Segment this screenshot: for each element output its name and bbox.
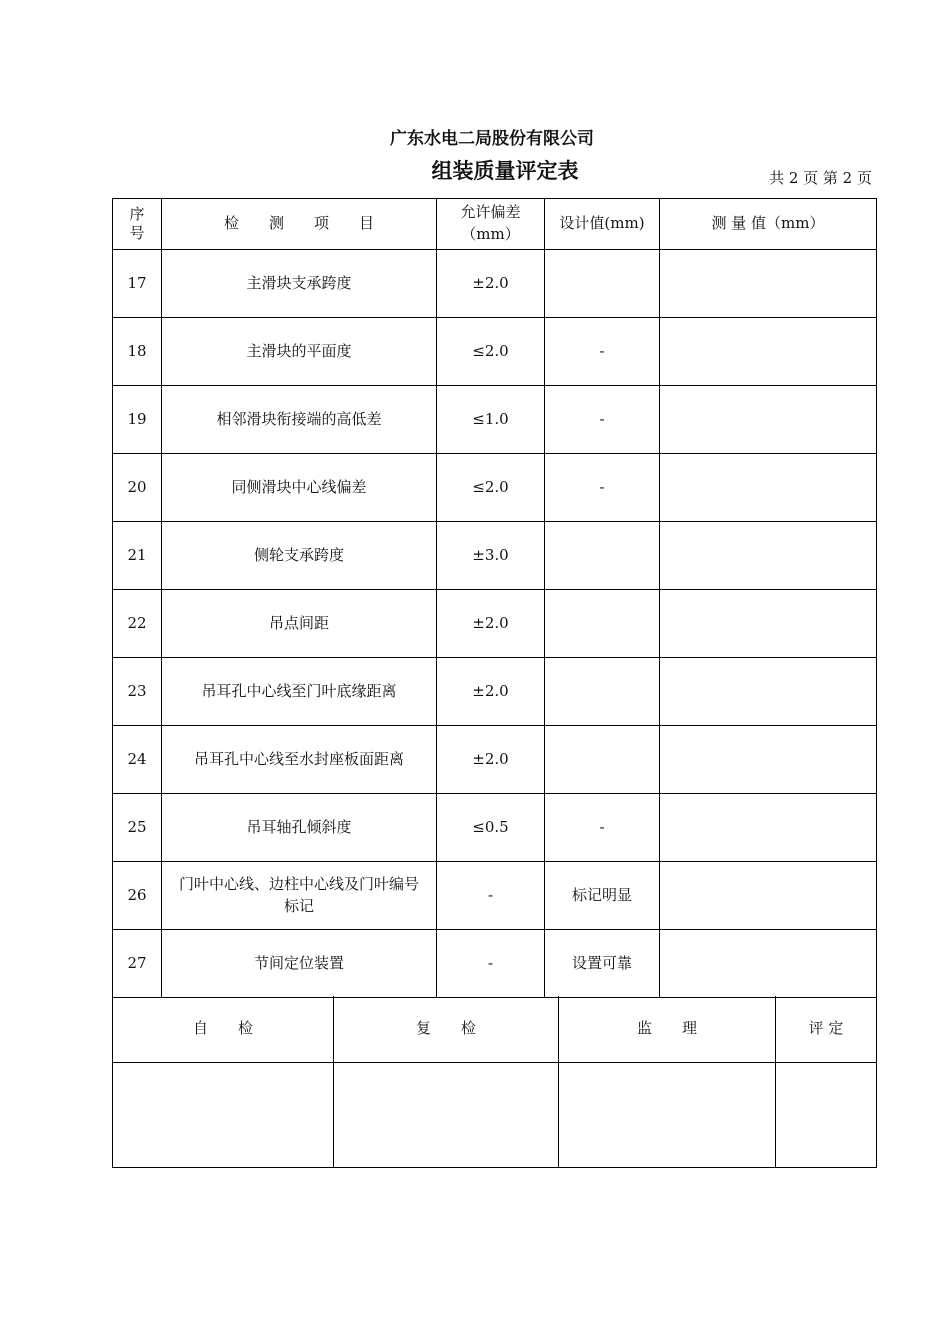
table-row xyxy=(113,454,877,522)
row-tolerance: ±2.0 xyxy=(437,658,545,726)
row-tolerance: ±2.0 xyxy=(437,250,545,318)
row-measured-value[interactable] xyxy=(660,658,877,726)
row-design-value xyxy=(545,658,660,726)
row-tolerance: - xyxy=(437,930,545,998)
table-row xyxy=(113,930,877,998)
row-tolerance: ±3.0 xyxy=(437,522,545,590)
row-tolerance: ±2.0 xyxy=(437,590,545,658)
supervision-cell[interactable] xyxy=(559,1063,776,1168)
table-row xyxy=(113,862,877,930)
col-header-measured: 测 量 值（mm） xyxy=(660,199,877,250)
row-no: 26 xyxy=(113,862,162,930)
row-measured-value[interactable] xyxy=(660,454,877,522)
table-row xyxy=(113,590,877,658)
table-row xyxy=(113,250,877,318)
row-item: 相邻滑块衔接端的高低差 xyxy=(162,386,437,454)
row-no: 17 xyxy=(113,250,162,318)
recheck-label: 复 检 xyxy=(334,996,559,1063)
row-measured-value[interactable] xyxy=(660,862,877,930)
row-no: 20 xyxy=(113,454,162,522)
col-header-no: 序 号 xyxy=(113,199,162,250)
row-design-value: 设置可靠 xyxy=(545,930,660,998)
row-design-value: - xyxy=(545,794,660,862)
signoff-input-row xyxy=(113,1063,877,1168)
rating-cell[interactable] xyxy=(776,1063,877,1168)
form-title: 组装质量评定表 xyxy=(431,159,579,183)
table-row xyxy=(113,386,877,454)
col-header-tolerance: 允许偏差 （mm） xyxy=(437,199,545,250)
col-header-design: 设计值(mm) xyxy=(545,199,660,250)
rating-label: 评 定 xyxy=(776,996,877,1063)
row-tolerance: ≤1.0 xyxy=(437,386,545,454)
row-design-value xyxy=(545,522,660,590)
inspection-table xyxy=(112,198,877,998)
signoff-table xyxy=(112,996,877,1168)
row-design-value: - xyxy=(545,454,660,522)
row-design-value: 标记明显 xyxy=(545,862,660,930)
row-measured-value[interactable] xyxy=(660,522,877,590)
row-no: 18 xyxy=(113,318,162,386)
self-check-label: 自 检 xyxy=(113,996,334,1063)
row-tolerance: ≤2.0 xyxy=(437,454,545,522)
row-item: 吊耳孔中心线至水封座板面距离 xyxy=(162,726,437,794)
row-measured-value[interactable] xyxy=(660,250,877,318)
row-item: 同侧滑块中心线偏差 xyxy=(162,454,437,522)
row-design-value: - xyxy=(545,318,660,386)
row-item: 门叶中心线、边柱中心线及门叶编号标记 xyxy=(162,862,437,930)
row-no: 21 xyxy=(113,522,162,590)
table-row xyxy=(113,522,877,590)
row-item: 主滑块支承跨度 xyxy=(162,250,437,318)
row-design-value xyxy=(545,590,660,658)
row-measured-value[interactable] xyxy=(660,318,877,386)
row-measured-value[interactable] xyxy=(660,726,877,794)
row-no: 25 xyxy=(113,794,162,862)
row-item: 侧轮支承跨度 xyxy=(162,522,437,590)
row-item: 吊点间距 xyxy=(162,590,437,658)
signoff-header-row xyxy=(113,996,877,1063)
row-item: 吊耳孔中心线至门叶底缘距离 xyxy=(162,658,437,726)
row-item: 吊耳轴孔倾斜度 xyxy=(162,794,437,862)
row-no: 19 xyxy=(113,386,162,454)
row-tolerance: - xyxy=(437,862,545,930)
row-no: 23 xyxy=(113,658,162,726)
row-item: 节间定位装置 xyxy=(162,930,437,998)
company-name: 广东水电二局股份有限公司 xyxy=(390,129,594,149)
row-design-value: - xyxy=(545,386,660,454)
col-header-item: 检 测 项 目 xyxy=(162,199,437,250)
table-header-row xyxy=(113,199,877,250)
page-info: 共 2 页 第 2 页 xyxy=(769,169,872,187)
table-row xyxy=(113,794,877,862)
supervision-label: 监 理 xyxy=(559,996,776,1063)
table-row xyxy=(113,726,877,794)
row-no: 22 xyxy=(113,590,162,658)
row-measured-value[interactable] xyxy=(660,794,877,862)
row-no: 24 xyxy=(113,726,162,794)
row-measured-value[interactable] xyxy=(660,386,877,454)
self-check-cell[interactable] xyxy=(113,1063,334,1168)
row-tolerance: ±2.0 xyxy=(437,726,545,794)
row-design-value xyxy=(545,726,660,794)
table-body xyxy=(113,250,877,998)
row-measured-value[interactable] xyxy=(660,590,877,658)
table-row xyxy=(113,318,877,386)
row-tolerance: ≤2.0 xyxy=(437,318,545,386)
row-tolerance: ≤0.5 xyxy=(437,794,545,862)
recheck-cell[interactable] xyxy=(334,1063,559,1168)
row-no: 27 xyxy=(113,930,162,998)
row-design-value xyxy=(545,250,660,318)
row-measured-value[interactable] xyxy=(660,930,877,998)
table-row xyxy=(113,658,877,726)
row-item: 主滑块的平面度 xyxy=(162,318,437,386)
